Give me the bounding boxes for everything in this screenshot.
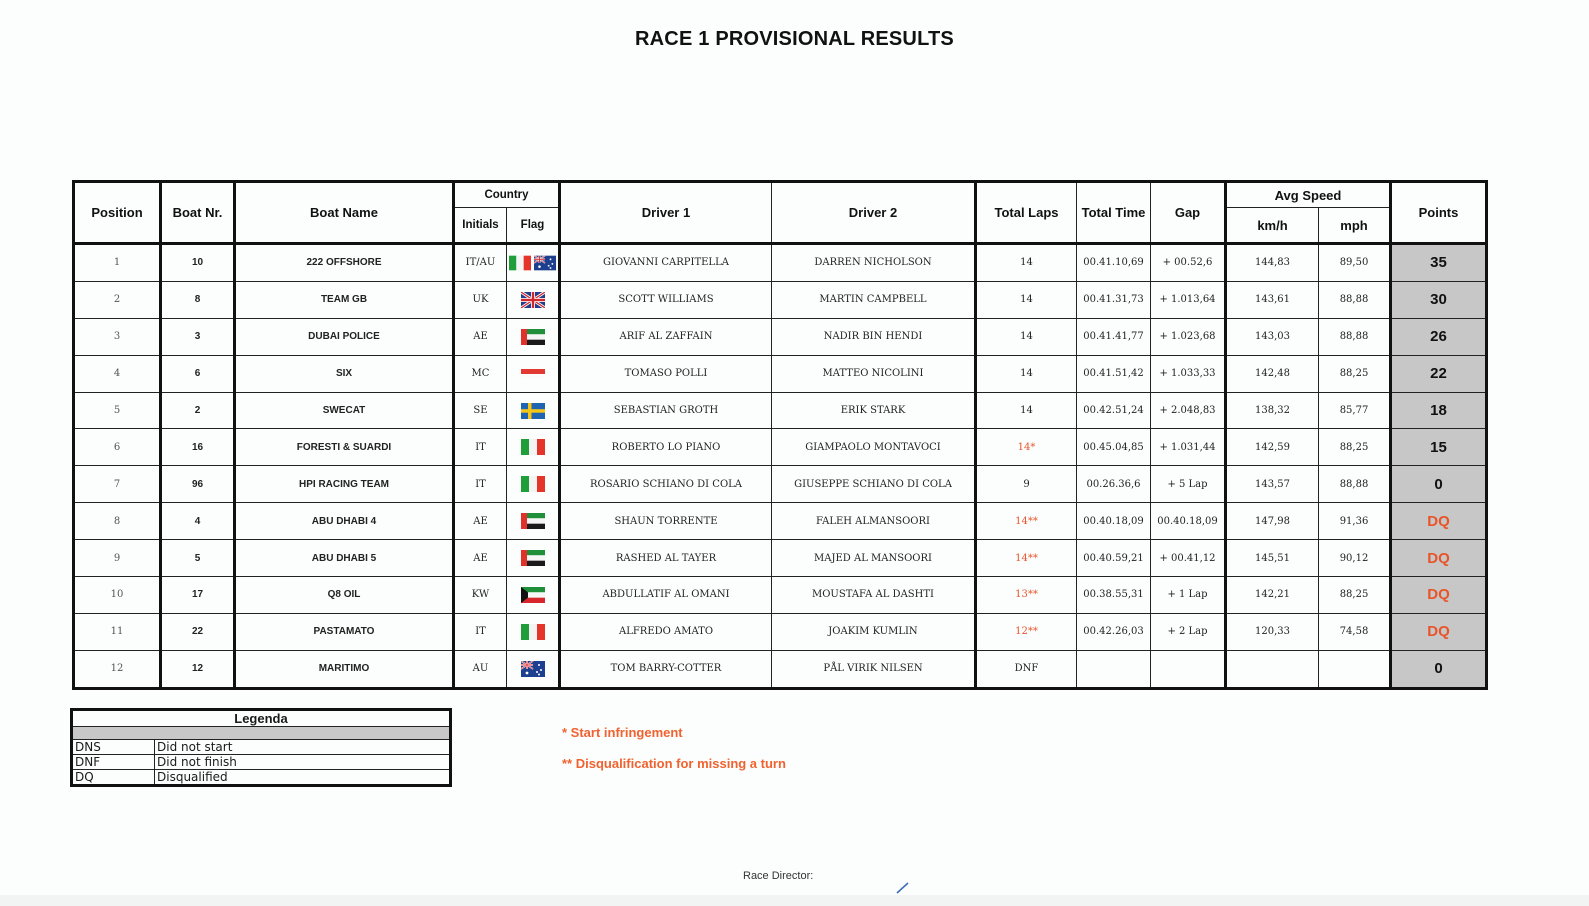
position-cell: 9 <box>74 540 161 577</box>
total-laps-cell: 9 <box>976 466 1077 503</box>
driver-2-cell: MOUSTAFA AL DASHTI <box>772 577 976 614</box>
boat-nr-cell: 4 <box>161 503 235 540</box>
gap-cell <box>1151 650 1226 688</box>
position-cell: 8 <box>74 503 161 540</box>
flag-cell <box>507 318 560 355</box>
kmh-cell: 143,57 <box>1226 466 1319 503</box>
points-cell: 35 <box>1391 244 1487 282</box>
gap-cell: + 2.048,83 <box>1151 392 1226 429</box>
table-row <box>74 392 1487 429</box>
flag-cell <box>507 613 560 650</box>
boat-name-cell: SWECAT <box>235 392 454 429</box>
initials-cell: AE <box>454 318 507 355</box>
flag-cell <box>507 650 560 688</box>
points-cell: 0 <box>1391 650 1487 688</box>
position-cell: 3 <box>74 318 161 355</box>
ae-flag-icon <box>521 550 545 566</box>
kmh-cell: 143,03 <box>1226 318 1319 355</box>
results-table <box>72 180 1488 690</box>
points-cell: DQ <box>1391 540 1487 577</box>
legend-title: Legenda <box>72 710 451 727</box>
points-cell: DQ <box>1391 613 1487 650</box>
header-total-time: Total Time <box>1077 182 1151 244</box>
points-cell: 15 <box>1391 429 1487 466</box>
total-time-cell: 00.41.51,42 <box>1077 355 1151 392</box>
driver-1-cell: ABDULLATIF AL OMANI <box>560 577 772 614</box>
points-cell: DQ <box>1391 503 1487 540</box>
total-time-cell: 00.42.51,24 <box>1077 392 1151 429</box>
driver-2-cell: ERIK STARK <box>772 392 976 429</box>
position-cell: 5 <box>74 392 161 429</box>
boat-nr-cell: 16 <box>161 429 235 466</box>
total-laps-cell: 14 <box>976 281 1077 318</box>
driver-1-cell: SCOTT WILLIAMS <box>560 281 772 318</box>
boat-name-cell: HPI RACING TEAM <box>235 466 454 503</box>
uk-flag-icon <box>521 292 545 308</box>
kmh-cell: 142,21 <box>1226 577 1319 614</box>
points-cell: 0 <box>1391 466 1487 503</box>
boat-nr-cell: 12 <box>161 650 235 688</box>
position-cell: 12 <box>74 650 161 688</box>
table-row <box>74 281 1487 318</box>
initials-cell: MC <box>454 355 507 392</box>
points-cell: 22 <box>1391 355 1487 392</box>
legend-divider <box>72 727 451 740</box>
table-row <box>74 577 1487 614</box>
header-position: Position <box>74 182 161 244</box>
mph-cell: 88,88 <box>1319 318 1391 355</box>
kmh-cell <box>1226 650 1319 688</box>
kmh-cell: 147,98 <box>1226 503 1319 540</box>
table-row <box>74 318 1487 355</box>
initials-cell: UK <box>454 281 507 318</box>
boat-nr-cell: 22 <box>161 613 235 650</box>
boat-nr-cell: 2 <box>161 392 235 429</box>
flag-cell <box>507 429 560 466</box>
driver-2-cell: GIUSEPPE SCHIANO DI COLA <box>772 466 976 503</box>
legend-code: DNS <box>72 740 155 755</box>
boat-nr-cell: 3 <box>161 318 235 355</box>
boat-name-cell: PASTAMATO <box>235 613 454 650</box>
flag-cell <box>507 466 560 503</box>
total-time-cell: 00.38.55,31 <box>1077 577 1151 614</box>
flag-cell <box>507 244 560 282</box>
mph-cell: 88,88 <box>1319 466 1391 503</box>
gap-cell: + 1.013,64 <box>1151 281 1226 318</box>
total-laps-cell: 13** <box>976 577 1077 614</box>
driver-1-cell: TOMASO POLLI <box>560 355 772 392</box>
mph-cell: 88,25 <box>1319 429 1391 466</box>
mph-cell: 89,50 <box>1319 244 1391 282</box>
header-points: Points <box>1391 182 1487 244</box>
header-mph: mph <box>1319 208 1391 244</box>
total-laps-cell: DNF <box>976 650 1077 688</box>
position-cell: 6 <box>74 429 161 466</box>
total-time-cell: 00.42.26,03 <box>1077 613 1151 650</box>
driver-2-cell: DARREN NICHOLSON <box>772 244 976 282</box>
initials-cell: AU <box>454 650 507 688</box>
boat-nr-cell: 8 <box>161 281 235 318</box>
total-laps-cell: 14 <box>976 244 1077 282</box>
mph-cell: 85,77 <box>1319 392 1391 429</box>
boat-name-cell: FORESTI & SUARDI <box>235 429 454 466</box>
table-row <box>74 650 1487 688</box>
mph-cell <box>1319 650 1391 688</box>
driver-2-cell: NADIR BIN HENDI <box>772 318 976 355</box>
points-cell: 26 <box>1391 318 1487 355</box>
se-flag-icon <box>521 403 545 419</box>
total-time-cell: 00.26.36,6 <box>1077 466 1151 503</box>
boat-nr-cell: 10 <box>161 244 235 282</box>
driver-2-cell: FALEH ALMANSOORI <box>772 503 976 540</box>
header-driver-1: Driver 1 <box>560 182 772 244</box>
flag-cell <box>507 503 560 540</box>
boat-name-cell: TEAM GB <box>235 281 454 318</box>
it-au-flag-icon <box>509 255 556 271</box>
mph-cell: 91,36 <box>1319 503 1391 540</box>
table-row <box>74 244 1487 282</box>
driver-2-cell: MAJED AL MANSOORI <box>772 540 976 577</box>
boat-name-cell: Q8 OIL <box>235 577 454 614</box>
kmh-cell: 143,61 <box>1226 281 1319 318</box>
header-boat-nr: Boat Nr. <box>161 182 235 244</box>
signature-mark <box>895 880 911 894</box>
boat-name-cell: ABU DHABI 5 <box>235 540 454 577</box>
points-cell: DQ <box>1391 577 1487 614</box>
flag-cell <box>507 577 560 614</box>
mph-cell: 90,12 <box>1319 540 1391 577</box>
mph-cell: 74,58 <box>1319 613 1391 650</box>
position-cell: 7 <box>74 466 161 503</box>
boat-nr-cell: 6 <box>161 355 235 392</box>
mph-cell: 88,25 <box>1319 577 1391 614</box>
initials-cell: IT <box>454 466 507 503</box>
driver-1-cell: ROBERTO LO PIANO <box>560 429 772 466</box>
boat-name-cell: ABU DHABI 4 <box>235 503 454 540</box>
it-flag-icon <box>521 476 545 492</box>
gap-cell: + 5 Lap <box>1151 466 1226 503</box>
total-time-cell: 00.41.10,69 <box>1077 244 1151 282</box>
initials-cell: SE <box>454 392 507 429</box>
initials-cell: IT <box>454 429 507 466</box>
total-time-cell: 00.40.59,21 <box>1077 540 1151 577</box>
gap-cell: + 00.52,6 <box>1151 244 1226 282</box>
driver-2-cell: PÅL VIRIK NILSEN <box>772 650 976 688</box>
position-cell: 1 <box>74 244 161 282</box>
gap-cell: 00.40.18,09 <box>1151 503 1226 540</box>
table-row <box>74 613 1487 650</box>
driver-1-cell: ALFREDO AMATO <box>560 613 772 650</box>
ae-flag-icon <box>521 329 545 345</box>
legend-code: DQ <box>72 770 155 786</box>
driver-1-cell: SHAUN TORRENTE <box>560 503 772 540</box>
driver-1-cell: GIOVANNI CARPITELLA <box>560 244 772 282</box>
it-flag-icon <box>521 624 545 640</box>
legend-code: DNF <box>72 755 155 770</box>
header-country: Country <box>454 182 560 208</box>
gap-cell: + 1.033,33 <box>1151 355 1226 392</box>
driver-2-cell: MATTEO NICOLINI <box>772 355 976 392</box>
total-laps-cell: 14 <box>976 318 1077 355</box>
page-title: RACE 1 PROVISIONAL RESULTS <box>635 28 954 50</box>
header-kmh: km/h <box>1226 208 1319 244</box>
total-laps-cell: 14** <box>976 540 1077 577</box>
driver-1-cell: RASHED AL TAYER <box>560 540 772 577</box>
gap-cell: + 2 Lap <box>1151 613 1226 650</box>
boat-nr-cell: 96 <box>161 466 235 503</box>
position-cell: 11 <box>74 613 161 650</box>
position-cell: 10 <box>74 577 161 614</box>
gap-cell: + 1.023,68 <box>1151 318 1226 355</box>
kmh-cell: 144,83 <box>1226 244 1319 282</box>
ae-flag-icon <box>521 513 545 529</box>
initials-cell: AE <box>454 540 507 577</box>
kmh-cell: 120,33 <box>1226 613 1319 650</box>
driver-1-cell: ARIF AL ZAFFAIN <box>560 318 772 355</box>
position-cell: 4 <box>74 355 161 392</box>
boat-nr-cell: 17 <box>161 577 235 614</box>
legend-row <box>72 755 451 770</box>
header-total-laps: Total Laps <box>976 182 1077 244</box>
table-row <box>74 466 1487 503</box>
points-cell: 18 <box>1391 392 1487 429</box>
total-time-cell: 00.41.41,77 <box>1077 318 1151 355</box>
driver-1-cell: ROSARIO SCHIANO DI COLA <box>560 466 772 503</box>
note-start-infringement: * Start infringement <box>562 725 683 740</box>
note-disqualification: ** Disqualification for missing a turn <box>562 756 786 771</box>
header-driver-2: Driver 2 <box>772 182 976 244</box>
total-laps-cell: 14** <box>976 503 1077 540</box>
mph-cell: 88,25 <box>1319 355 1391 392</box>
table-row <box>74 355 1487 392</box>
total-laps-cell: 14 <box>976 392 1077 429</box>
total-laps-cell: 14* <box>976 429 1077 466</box>
header-flag: Flag <box>507 208 560 244</box>
header-boat-name: Boat Name <box>235 182 454 244</box>
legend-row <box>72 770 451 786</box>
total-time-cell <box>1077 650 1151 688</box>
flag-cell <box>507 540 560 577</box>
boat-name-cell: MARITIMO <box>235 650 454 688</box>
legend-row <box>72 740 451 755</box>
flag-cell <box>507 281 560 318</box>
total-time-cell: 00.41.31,73 <box>1077 281 1151 318</box>
position-cell: 2 <box>74 281 161 318</box>
initials-cell: KW <box>454 577 507 614</box>
header-gap: Gap <box>1151 182 1226 244</box>
points-cell: 30 <box>1391 281 1487 318</box>
initials-cell: IT/AU <box>454 244 507 282</box>
boat-name-cell: DUBAI POLICE <box>235 318 454 355</box>
page-bottom-edge <box>0 895 1589 906</box>
legend-desc: Disqualified <box>155 770 451 786</box>
boat-name-cell: 222 OFFSHORE <box>235 244 454 282</box>
table-row <box>74 540 1487 577</box>
gap-cell: + 00.41,12 <box>1151 540 1226 577</box>
kw-flag-icon <box>521 587 545 603</box>
driver-1-cell: SEBASTIAN GROTH <box>560 392 772 429</box>
driver-2-cell: GIAMPAOLO MONTAVOCI <box>772 429 976 466</box>
driver-1-cell: TOM BARRY-COTTER <box>560 650 772 688</box>
boat-nr-cell: 5 <box>161 540 235 577</box>
initials-cell: IT <box>454 613 507 650</box>
legend-desc: Did not start <box>155 740 451 755</box>
gap-cell: + 1 Lap <box>1151 577 1226 614</box>
total-laps-cell: 12** <box>976 613 1077 650</box>
it-flag-icon <box>521 439 545 455</box>
total-time-cell: 00.45.04,85 <box>1077 429 1151 466</box>
kmh-cell: 142,59 <box>1226 429 1319 466</box>
mph-cell: 88,88 <box>1319 281 1391 318</box>
legend-table <box>70 708 452 787</box>
legend-desc: Did not finish <box>155 755 451 770</box>
header-initials: Initials <box>454 208 507 244</box>
driver-2-cell: MARTIN CAMPBELL <box>772 281 976 318</box>
header-avg-speed: Avg Speed <box>1226 182 1391 208</box>
driver-2-cell: JOAKIM KUMLIN <box>772 613 976 650</box>
table-row <box>74 429 1487 466</box>
flag-cell <box>507 392 560 429</box>
mc-flag-icon <box>521 366 545 382</box>
kmh-cell: 138,32 <box>1226 392 1319 429</box>
total-laps-cell: 14 <box>976 355 1077 392</box>
total-time-cell: 00.40.18,09 <box>1077 503 1151 540</box>
flag-cell <box>507 355 560 392</box>
table-row <box>74 503 1487 540</box>
boat-name-cell: SIX <box>235 355 454 392</box>
kmh-cell: 145,51 <box>1226 540 1319 577</box>
race-director-label: Race Director: <box>743 870 814 882</box>
au-flag-icon <box>521 661 545 677</box>
initials-cell: AE <box>454 503 507 540</box>
gap-cell: + 1.031,44 <box>1151 429 1226 466</box>
kmh-cell: 142,48 <box>1226 355 1319 392</box>
